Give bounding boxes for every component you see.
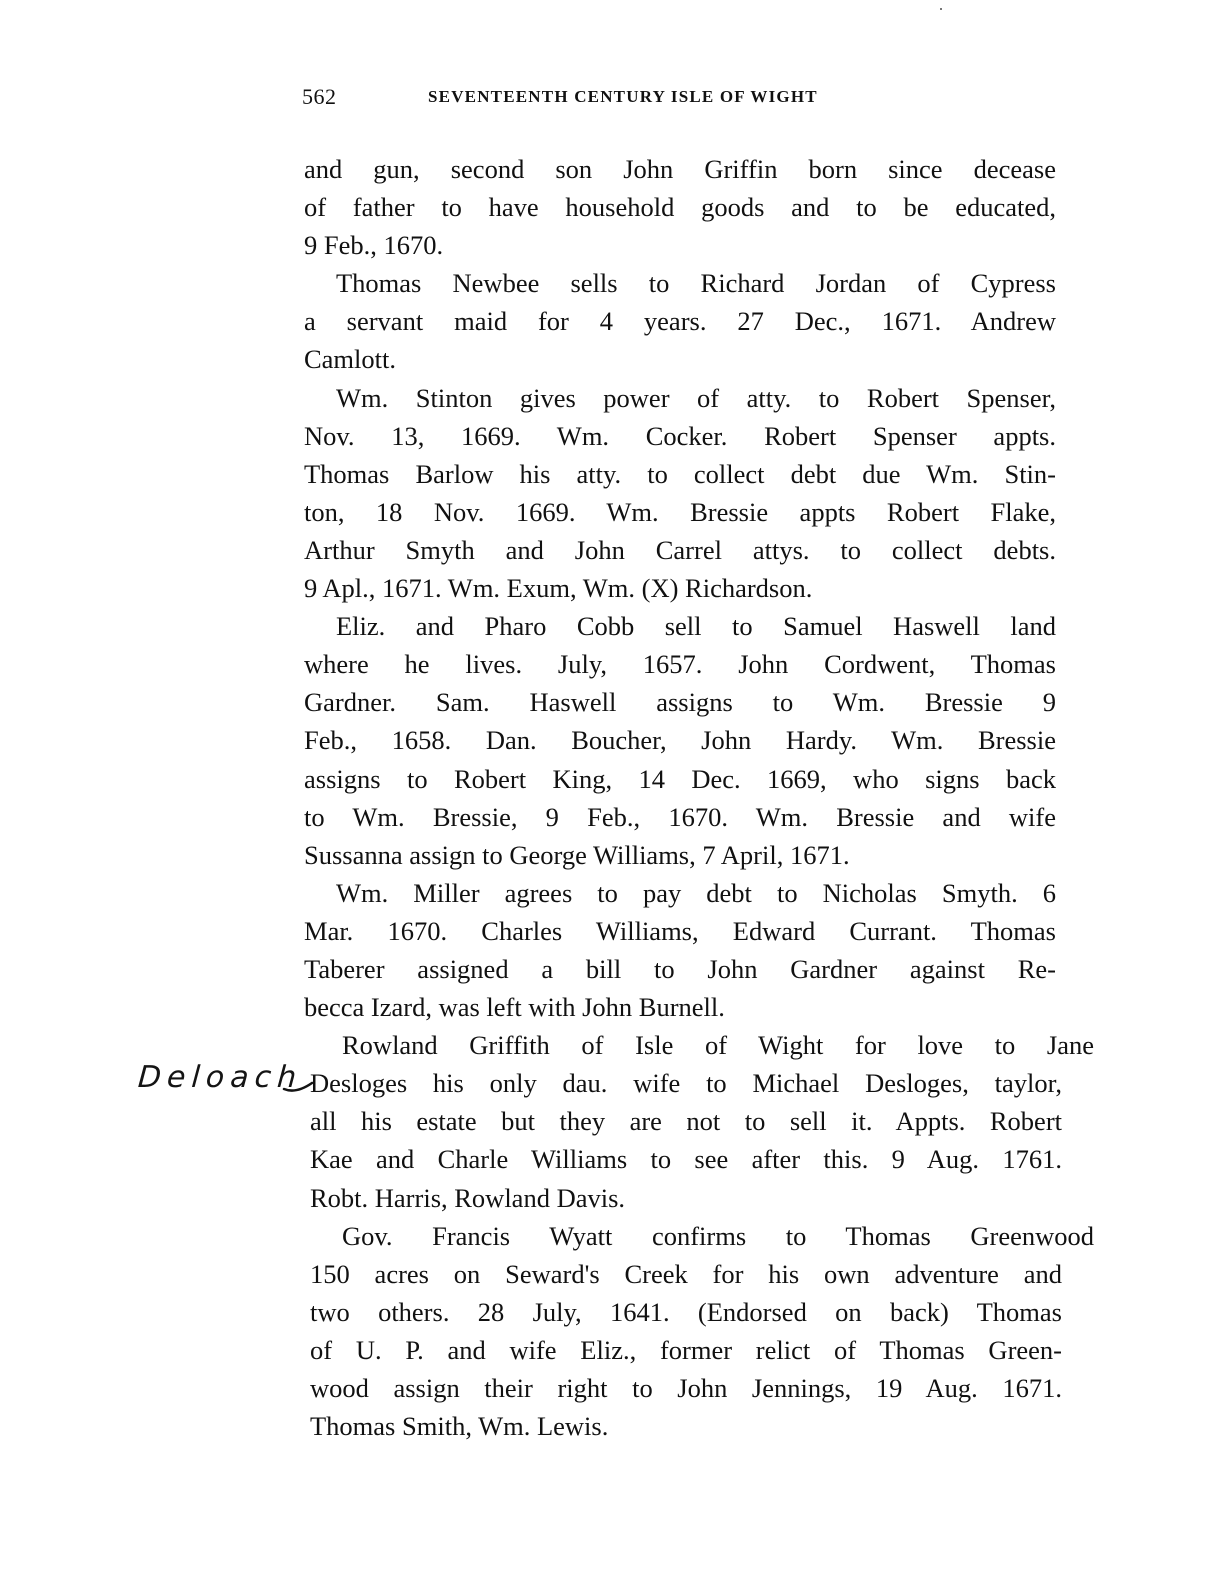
text-line: 9 Apl., 1671. Wm. Exum, Wm. (X) Richardson. bbox=[304, 573, 813, 604]
text-line: wood assign their right to John Jennings, 19 Aug. 1671. bbox=[310, 1373, 1062, 1403]
text-line: Eliz. and Pharo Cobb sell to Samuel Haswell land bbox=[336, 611, 1056, 642]
text-line: and gun, second son John Griffin born since decease bbox=[304, 154, 1056, 184]
text-line: Nov. 13, 1669. Wm. Cocker. Robert Spenser appts. bbox=[304, 420, 1056, 451]
text-line: all his estate but they are not to sell it. Appts. Robert bbox=[310, 1106, 1062, 1137]
text-line: Wm. Miller agrees to pay debt to Nicholas Smyth. 6 bbox=[336, 877, 1056, 908]
text-line: Camlott. bbox=[304, 344, 397, 375]
text-line: assigns to Robert King, 14 Dec. 1669, who signs back bbox=[304, 763, 1056, 794]
margin-note-text: Deloach bbox=[136, 1060, 304, 1095]
paragraph-griffin-continuation bbox=[304, 150, 1056, 264]
text-line: where he lives. July, 1657. John Cordwent, Thomas bbox=[304, 649, 1056, 680]
paragraph-miller bbox=[304, 874, 1056, 1026]
text-line: Gov. Francis Wyatt confirms to Thomas Greenwood bbox=[342, 1220, 1094, 1251]
text-line: to Wm. Bressie, 9 Feb., 1670. Wm. Bressie and wife bbox=[304, 801, 1056, 832]
text-line: two others. 28 July, 1641. (Endorsed on back) Thomas bbox=[310, 1296, 1062, 1327]
page-number: 562 bbox=[302, 84, 337, 109]
text-line: Thomas Barlow his atty. to collect debt due Wm. Stin- bbox=[304, 458, 1056, 489]
running-header bbox=[302, 84, 928, 114]
text-line: of U. P. and wife Eliz., former relict of Thomas Green- bbox=[310, 1334, 1062, 1365]
text-line: Sussanna assign to George Williams, 7 April, 1671. bbox=[304, 839, 850, 870]
text-line: becca Izard, was left with John Burnell. bbox=[304, 992, 725, 1023]
text-line: Kae and Charle Williams to see after this. 9 Aug. 1761. bbox=[310, 1144, 1062, 1175]
text-line: Thomas Smith, Wm. Lewis. bbox=[310, 1411, 609, 1442]
text-line: of father to have household goods and to be educated, bbox=[304, 192, 1056, 223]
text-line: Thomas Newbee sells to Richard Jordan of Cypress bbox=[336, 268, 1056, 299]
text-line: Taberer assigned a bill to John Gardner against Re- bbox=[304, 953, 1056, 984]
paragraph-cobb bbox=[304, 607, 1056, 874]
text-line: Wm. Stinton gives power of atty. to Robert Spenser, bbox=[336, 382, 1056, 413]
text-line: Mar. 1670. Charles Williams, Edward Currant. Thomas bbox=[304, 915, 1056, 946]
text-line: Arthur Smyth and John Carrel attys. to collect debts. bbox=[304, 534, 1056, 565]
handwritten-margin-note bbox=[134, 1058, 314, 1108]
text-line: ton, 18 Nov. 1669. Wm. Bressie appts Robert Flake, bbox=[304, 496, 1056, 527]
text-line: 9 Feb., 1670. bbox=[304, 230, 444, 261]
text-line: a servant maid for 4 years. 27 Dec., 1671. Andrew bbox=[304, 306, 1056, 337]
text-line: 150 acres on Seward's Creek for his own adventure and bbox=[310, 1258, 1062, 1289]
paragraph-stinton bbox=[304, 379, 1056, 608]
text-line: Gardner. Sam. Haswell assigns to Wm. Bressie 9 bbox=[304, 687, 1056, 718]
text-line: Rowland Griffith of Isle of Wight for love to Jane bbox=[342, 1030, 1094, 1061]
paragraph-wyatt bbox=[304, 1217, 1094, 1446]
paragraph-newbee bbox=[304, 264, 1056, 378]
text-line: Feb., 1658. Dan. Boucher, John Hardy. Wm. Bressie bbox=[304, 725, 1056, 756]
running-title: SEVENTEENTH CENTURY ISLE OF WIGHT bbox=[428, 87, 818, 106]
text-line: Desloges his only dau. wife to Michael Desloges, taylor, bbox=[310, 1068, 1062, 1099]
scan-speck bbox=[940, 8, 942, 10]
body-text bbox=[304, 150, 1094, 1445]
text-line: Robt. Harris, Rowland Davis. bbox=[310, 1182, 626, 1213]
paragraph-griffith bbox=[304, 1026, 1094, 1216]
